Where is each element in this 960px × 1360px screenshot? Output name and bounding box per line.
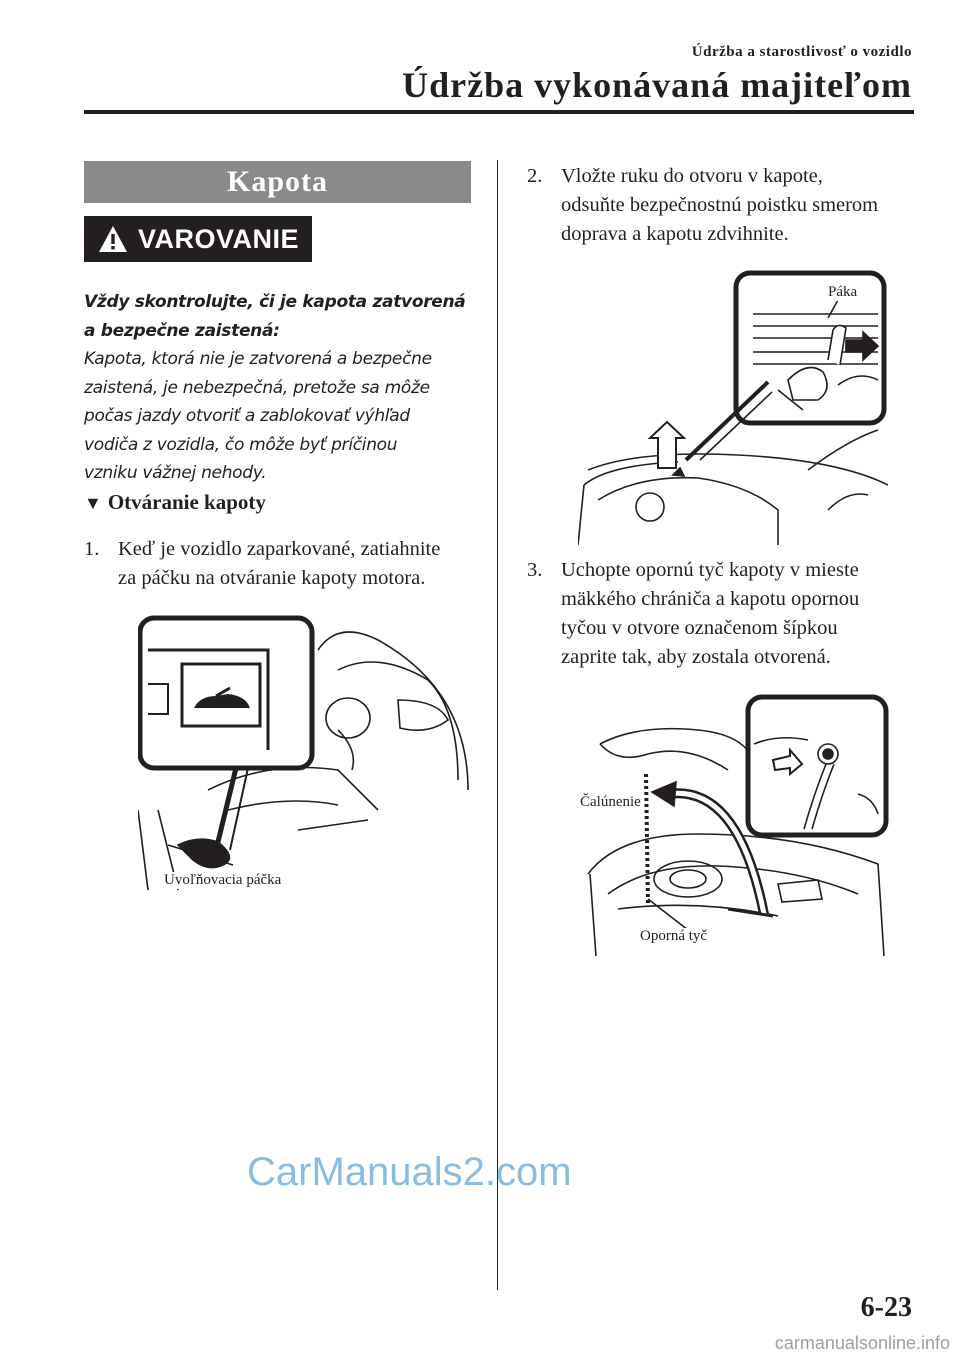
subheading-marker: ▼ — [84, 493, 102, 513]
step-line: tyčou v otvore označenom šípkou — [561, 617, 838, 639]
warning-triangle-icon — [98, 225, 128, 253]
subheading-text: Otváranie kapoty — [107, 490, 266, 514]
warning-body-5: vzniku vážnej nehody. — [84, 463, 267, 483]
step-line: mäkkého chrániča a kapotu opornou — [561, 588, 860, 610]
warning-body-1: Kapota, ktorá nie je zatvorená a bezpečne — [84, 349, 432, 369]
figure-release-lever — [138, 610, 488, 900]
header-section: Údržba vykonávaná majiteľom — [402, 65, 912, 105]
page-number: 6-23 — [860, 1292, 912, 1323]
release-lever-illustration — [138, 610, 488, 900]
header-chapter: Údržba a starostlivosť o vozidlo — [691, 44, 912, 60]
step-line: zaprite tak, aby zostala otvorená. — [561, 646, 831, 668]
step-2 — [527, 162, 927, 249]
step-line: za páčku na otváranie kapoty motora. — [118, 567, 426, 589]
section-title: Kapota — [84, 161, 471, 203]
figure-label-release-lever: Uvoľňovacia páčka — [164, 872, 282, 888]
warning-body-3: počas jazdy otvoriť a zablokovať výhľad — [84, 406, 410, 426]
figure-hood-lever — [578, 270, 888, 545]
warning-body-4: vodiča z vozidla, čo môže byť príčinou — [84, 434, 398, 455]
warning-badge-label: VAROVANIE — [138, 223, 300, 254]
warning-badge — [84, 216, 312, 262]
warning-body-2: zaistená, je nebezpečná, pretože sa môže — [84, 377, 430, 398]
watermark-site: carmanualsonline.info — [774, 1333, 950, 1353]
header-rule — [84, 110, 914, 114]
step-line: odsuňte bezpečnostnú poistku smerom — [561, 194, 879, 216]
step-line: Vložte ruku do otvoru v kapote, — [561, 165, 823, 187]
column-divider — [497, 160, 498, 1290]
step-number: 2. — [527, 165, 543, 187]
figure-support-rod — [578, 694, 890, 956]
hood-lever-illustration — [578, 270, 888, 545]
watermark: CarManuals2.com — [247, 1150, 572, 1194]
warning-heading-2: a bezpečne zaistená: — [84, 320, 280, 341]
warning-heading-1: Vždy skontrolujte, či je kapota zatvorená — [84, 292, 466, 312]
step-number: 1. — [84, 538, 100, 560]
figure-label-pad: Čalúnenie — [580, 794, 641, 810]
step-3 — [527, 556, 927, 672]
step-line: doprava a kapotu zdvihnite. — [561, 223, 789, 245]
subheading — [84, 490, 266, 515]
step-1 — [84, 535, 484, 593]
support-rod-illustration — [578, 694, 890, 956]
step-line: Uchopte opornú tyč kapoty v mieste — [561, 559, 859, 581]
figure-label-rod: Oporná tyč — [640, 928, 708, 944]
step-line: Keď je vozidlo zaparkované, zatiahnite — [118, 538, 441, 560]
warning-text — [84, 288, 480, 488]
step-number: 3. — [527, 559, 543, 581]
figure-label-lever: Páka — [828, 284, 858, 300]
